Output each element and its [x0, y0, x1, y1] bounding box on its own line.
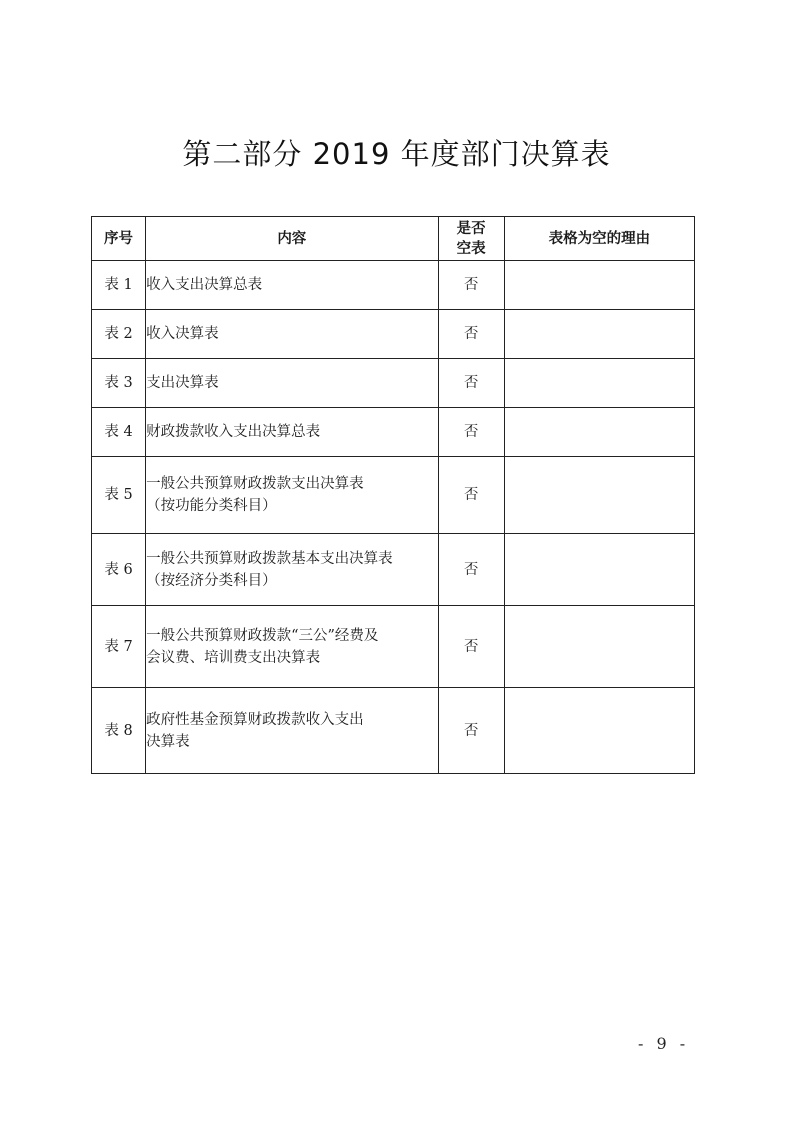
- row-no: 表 7: [92, 606, 146, 688]
- table-row: [92, 534, 695, 606]
- row-no: 表 5: [92, 457, 146, 534]
- row-reason: [504, 534, 694, 606]
- row-is-empty: 否: [438, 310, 504, 359]
- row-content: 财政拨款收入支出决算总表: [146, 408, 438, 457]
- row-content: 一般公共预算财政拨款支出决算表 （按功能分类科目）: [146, 457, 438, 534]
- table-row: [92, 310, 695, 359]
- row-is-empty: 否: [438, 688, 504, 774]
- row-no: 表 8: [92, 688, 146, 774]
- row-no: 表 4: [92, 408, 146, 457]
- table-header-row: [92, 217, 695, 261]
- row-is-empty: 否: [438, 408, 504, 457]
- table-row: [92, 457, 695, 534]
- table-row: [92, 606, 695, 688]
- row-is-empty: 否: [438, 359, 504, 408]
- header-no: 序号: [92, 217, 146, 261]
- row-is-empty: 否: [438, 606, 504, 688]
- header-is-empty-line1: 是否: [456, 220, 486, 237]
- row-reason: [504, 457, 694, 534]
- row-content: 一般公共预算财政拨款基本支出决算表 （按经济分类科目）: [146, 534, 438, 606]
- header-is-empty: [438, 217, 504, 261]
- header-is-empty-line2: 空表: [456, 240, 486, 257]
- row-content: 收入决算表: [146, 310, 438, 359]
- row-is-empty: 否: [438, 261, 504, 310]
- row-no: 表 2: [92, 310, 146, 359]
- row-no: 表 6: [92, 534, 146, 606]
- row-no: 表 1: [92, 261, 146, 310]
- row-reason: [504, 688, 694, 774]
- header-content: 内容: [146, 217, 438, 261]
- table-row: [92, 261, 695, 310]
- row-reason: [504, 408, 694, 457]
- row-is-empty: 否: [438, 457, 504, 534]
- row-no: 表 3: [92, 359, 146, 408]
- row-is-empty: 否: [438, 534, 504, 606]
- table-row: [92, 688, 695, 774]
- header-reason: 表格为空的理由: [504, 217, 694, 261]
- row-content: 一般公共预算财政拨款“三公”经费及 会议费、培训费支出决算表: [146, 606, 438, 688]
- row-reason: [504, 359, 694, 408]
- row-reason: [504, 606, 694, 688]
- row-reason: [504, 310, 694, 359]
- table-row: [92, 359, 695, 408]
- row-content: 政府性基金预算财政拨款收入支出 决算表: [146, 688, 438, 774]
- page-number: - 9 -: [638, 1034, 690, 1053]
- table-row: [92, 408, 695, 457]
- row-reason: [504, 261, 694, 310]
- page-title: 第二部分 2019 年度部门决算表: [182, 137, 611, 171]
- row-content: 支出决算表: [146, 359, 438, 408]
- row-content: 收入支出决算总表: [146, 261, 438, 310]
- summary-table: [91, 216, 695, 774]
